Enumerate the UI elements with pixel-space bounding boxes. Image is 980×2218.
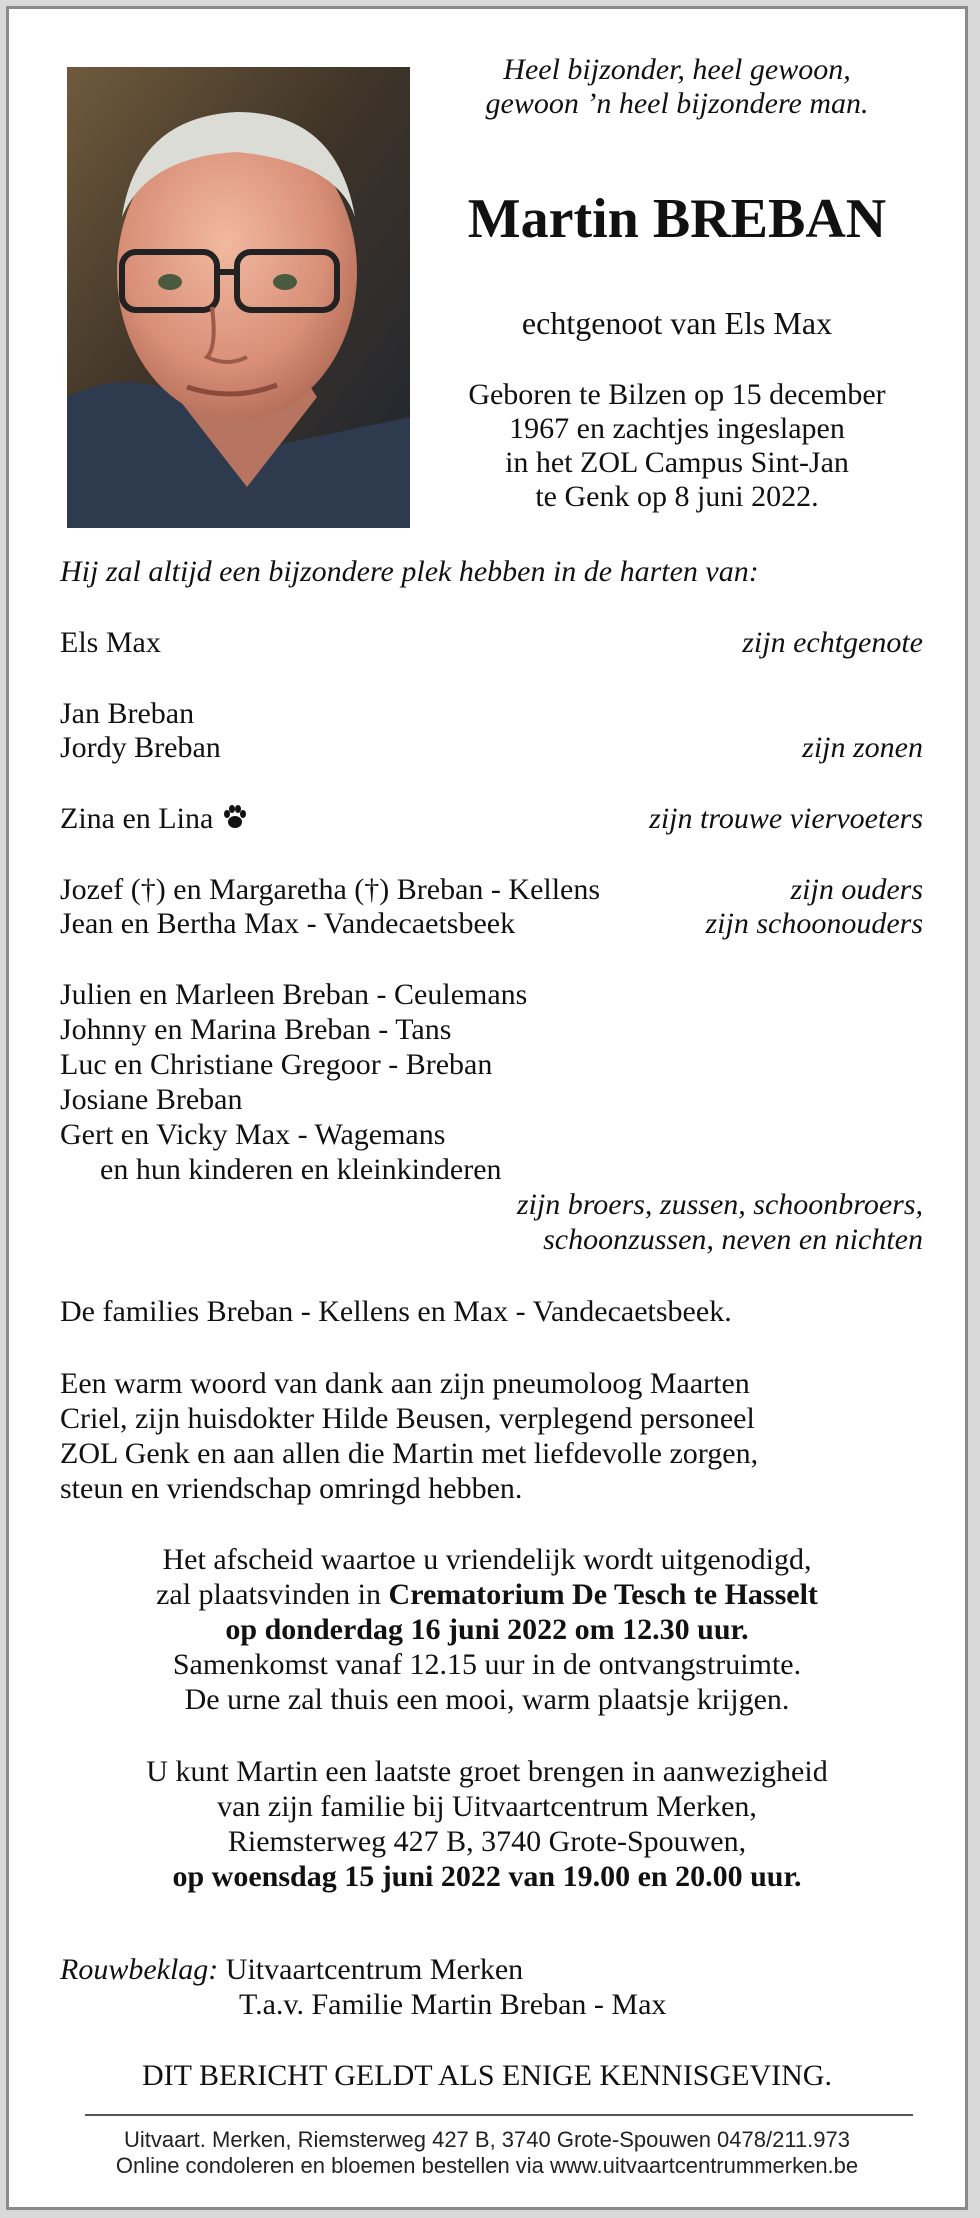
notice-line: DIT BERICHT GELDT ALS ENIGE KENNISGEVING. bbox=[142, 2059, 832, 2092]
visit-line-3: Riemsterweg 427 B, 3740 Grote-Spouwen, bbox=[227, 1825, 747, 1858]
portrait-illustration bbox=[67, 67, 410, 528]
condolence-line-2: T.a.v. Familie Martin Breban - Max bbox=[239, 1988, 667, 2021]
thanks-line-3: ZOL Genk en aan allen die Martin met liefdevolle zorgen, bbox=[60, 1437, 759, 1470]
birth-line-2: 1967 en zachtjes ingeslapen bbox=[509, 412, 845, 445]
role-sons: zijn zonen bbox=[802, 731, 923, 764]
footer-line-2: Online condoleren en bloemen bestellen via www.uitvaartcentrummerken.be bbox=[115, 2153, 859, 2178]
sibling-1: Julien en Marleen Breban - Ceulemans bbox=[60, 978, 528, 1011]
role-siblings-1: zijn broers, zussen, schoonbroers, bbox=[516, 1188, 923, 1221]
sibling-5: Gert en Vicky Max - Wagemans bbox=[60, 1118, 446, 1151]
relative-els: Els Max bbox=[60, 626, 161, 659]
role-inlaws: zijn schoonouders bbox=[705, 907, 923, 940]
spouse-line: echtgenoot van Els Max bbox=[521, 305, 833, 341]
farewell-line-1: Het afscheid waartoe u vriendelijk wordt uitgenodigd, bbox=[162, 1543, 812, 1576]
motto-line-2: gewoon ’n heel bijzondere man. bbox=[485, 87, 869, 120]
relative-parents: Jozef (†) en Margaretha (†) Breban - Kellens bbox=[60, 873, 601, 906]
condolence-address: Uitvaartcentrum Merken bbox=[225, 1953, 524, 1986]
footer-divider bbox=[85, 2114, 913, 2116]
farewell-date: op donderdag 16 juni 2022 om 12.30 uur. bbox=[225, 1613, 749, 1646]
sibling-3: Luc en Christiane Gregoor - Breban bbox=[60, 1048, 493, 1081]
pets-label: Zina en Lina bbox=[60, 802, 214, 835]
visit-line-1: U kunt Martin een laatste groet brengen in aanwezigheid bbox=[146, 1755, 828, 1788]
birth-line-1: Geboren te Bilzen op 15 december bbox=[468, 378, 886, 411]
farewell-place: Crematorium De Tesch te Hasselt bbox=[388, 1578, 818, 1611]
birth-line-4: te Genk op 8 juni 2022. bbox=[535, 480, 819, 513]
deceased-name: Martin BREBAN bbox=[467, 188, 887, 250]
portrait-photo bbox=[67, 67, 410, 528]
farewell-line-2 bbox=[9, 1578, 965, 1612]
thanks-line-2: Criel, zijn huisdokter Hilde Beusen, verplegend personeel bbox=[60, 1402, 755, 1435]
relative-jan: Jan Breban bbox=[60, 697, 195, 730]
birth-line-3: in het ZOL Campus Sint-Jan bbox=[505, 446, 849, 479]
families-line: De families Breban - Kellens en Max - Vandecaetsbeek. bbox=[60, 1295, 732, 1328]
relative-jordy: Jordy Breban bbox=[60, 731, 221, 764]
sibling-4: Josiane Breban bbox=[60, 1083, 243, 1116]
farewell-line-5: De urne zal thuis een mooi, warm plaatsje krijgen. bbox=[184, 1683, 790, 1716]
motto-line-1: Heel bijzonder, heel gewoon, bbox=[503, 53, 851, 86]
intro-line: Hij zal altijd een bijzondere plek hebben in de harten van: bbox=[60, 555, 759, 588]
sibling-2: Johnny en Marina Breban - Tans bbox=[60, 1013, 452, 1046]
role-pets: zijn trouwe viervoeters bbox=[649, 802, 923, 835]
farewell-place-prefix: zal plaatsvinden in bbox=[156, 1578, 382, 1611]
paw-icon bbox=[221, 803, 249, 839]
farewell-line-4: Samenkomst vanaf 12.15 uur in de ontvangstruimte. bbox=[172, 1648, 802, 1681]
thanks-line-1: Een warm woord van dank aan zijn pneumoloog Maarten bbox=[60, 1367, 750, 1400]
obituary-card bbox=[6, 6, 968, 2210]
children-line: en hun kinderen en kleinkinderen bbox=[100, 1153, 502, 1186]
condolence-line-1 bbox=[60, 1953, 523, 1987]
visit-line-2: van zijn familie bij Uitvaartcentrum Merken, bbox=[217, 1790, 757, 1823]
relative-inlaws: Jean en Bertha Max - Vandecaetsbeek bbox=[60, 907, 516, 940]
role-parents: zijn ouders bbox=[790, 873, 923, 906]
role-siblings-2: schoonzussen, neven en nichten bbox=[543, 1223, 923, 1256]
relative-pets bbox=[60, 802, 249, 839]
condolence-label: Rouwbeklag: bbox=[60, 1953, 219, 1986]
footer-line-1: Uitvaart. Merken, Riemsterweg 427 B, 3740 Grote-Spouwen 0478/211.973 bbox=[124, 2127, 850, 2152]
thanks-line-4: steun en vriendschap omringd hebben. bbox=[60, 1472, 523, 1505]
role-spouse: zijn echtgenote bbox=[742, 626, 923, 659]
visit-date: op woensdag 15 juni 2022 van 19.00 en 20.00 uur. bbox=[172, 1860, 802, 1893]
